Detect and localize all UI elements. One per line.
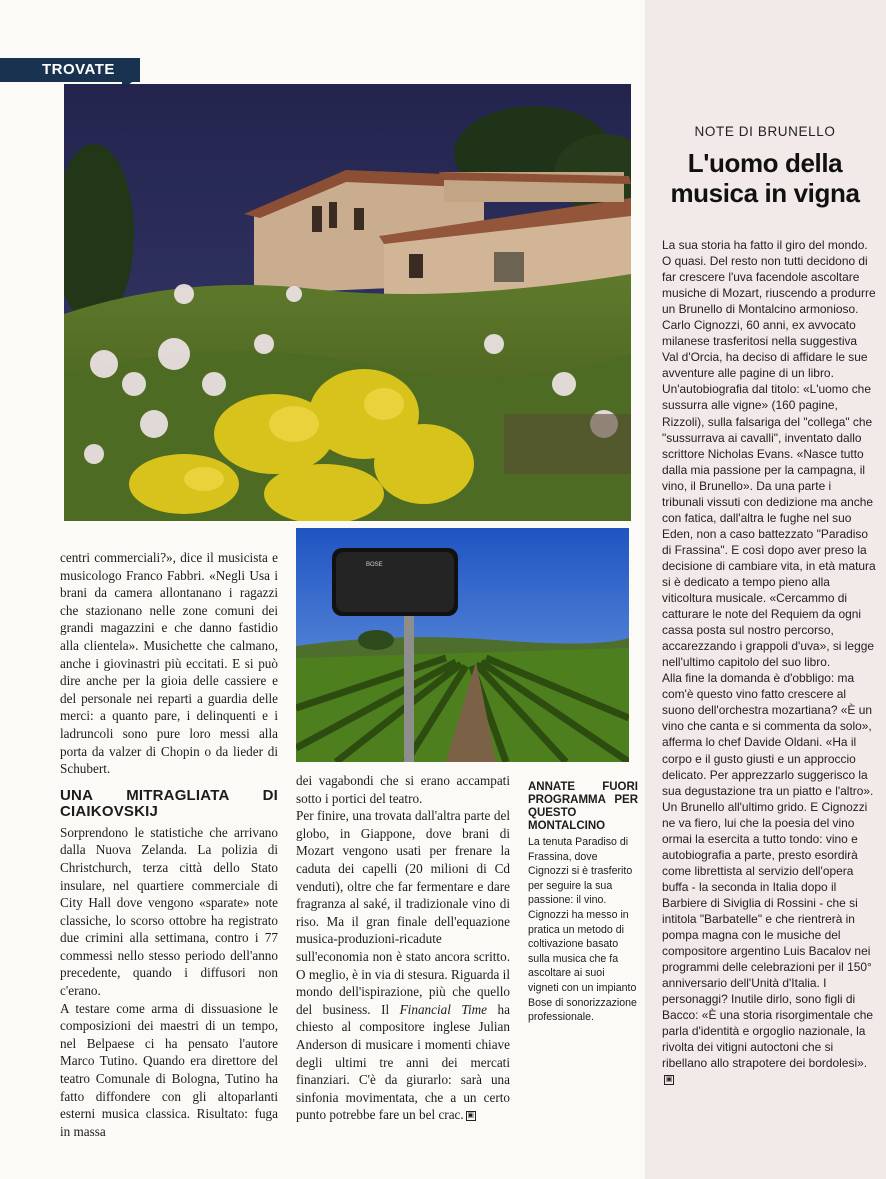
sidebar-text: Alla fine la domanda è d'obbligo: ma com'è questo vino fatto crescere al suono dell'orchestra mozartiana? «È un vino che canta e si commenta da solo», afferma lo chef Davide Oldani. «Ha il corpo e il gusto giusti e un approccio delicato. Per apprezzarlo suggerisco la sua degustazione tra un piatto e l'altro». Un Brunello all'ultimo grido. E Cignozzi ne va fiero, lui che la poesia del vino ormai la esercita a tutto tondo: vino e autobiografia a parte, presto esordirà come librettista al servizio dell'opera buffa - la seconda in Italia dopo il Barbiere di Siviglia di Rossini - che si intitola "Barbatelle" e che rientrerà in pompa magna con le musiche del compositore argentino Luis Bacalov nei programmi delle celebrazioni per il 150° anniversario dell'Unità d'Italia. I personaggi? Inutile dirlo, sono figli di Bacco: «È una storia risorgimentale che parla d'identità e orgoglio nazionale, la rivolta dei vitigni autoctoni che si ribellano allo strapotere dei bordolesi». — [662, 671, 874, 1071]
end-mark-icon: ▣ — [665, 1076, 673, 1084]
article-paragraph: Sorprendono le statistiche che arrivano dalla Nuova Zelanda. La polizia di Christchurch, terza città dello Stato insulare, nel quartiere commerciale di City Hall dove vengono «sparate» note classiche, lo scorso ottobre ha registrato due crimini alla settimana, contro i 77 commessi nello stesso periodo dell'anno precedente, quando i diffusori non c'erano. — [60, 824, 278, 999]
article-subhead: UNA MITRAGLIATA DI CIAIKOVSKIJ — [60, 786, 278, 820]
sidebar-body — [662, 237, 876, 1087]
article-paragraph: centri commerciali?», dice il musicista e musicologo Franco Fabbri. «Negli Usa i brani da camera allontanano i ragazzi che stazionano nelle zone comuni dei grandi magazzini e che danno fastidio alla clientela». Musichette che calmano, anche i giovinastri più eccitati. E si può dire anche per la gioia delle cassiere e del personale nei reparti a guardia delle merci: a quanto pare, i delinquenti e i ladruncoli sono pure loro messi alla porta da valzer di Chopin o da lieder di Schubert. — [60, 550, 278, 777]
article-text: ha chiesto al compositore inglese Julian Anderson di musicare i momenti chiave degli ultimi tre anni dei mercati finanziari. C'è da giurarlo: sarà una sinfonia movimentata, che a un certo punto potrebbe fare un bel crac. — [296, 1001, 510, 1123]
article-text: Per finire, una trovata dall'altra parte del globo, in Giappone, dove brani di Mozart vengono usati per frenare la caduta dei capelli (20 milioni di Cd venduti), oltre che far fermentare e dare fragranza al saké, il tradizionale vino di riso. Ma il gran finale dell'equazione musica-produzioni-ricadute sull'economia non è stato ancora scritto. O meglio, è in via di stesura. Riguarda il mondo dell'ispirazione, più che quello del business. Il — [296, 808, 510, 1017]
publication-name: Financial Time — [399, 1001, 488, 1017]
vineyard-speaker-photo — [296, 528, 629, 762]
photo-caption — [528, 781, 638, 1025]
article-paragraph: A testare come arma di dissuasione le composizioni dei maestri di un tempo, nel Belpaese ci ha pensato l'autore Marco Tutino. Quando era direttore del teatro Comunale di Bologna, Tutino ha fatto diffondere con gli altoparlanti esterni musica classica. Risultato: fuga in massa — [60, 1000, 278, 1139]
article-column-1 — [60, 549, 278, 1140]
end-mark-icon: ▣ — [467, 1112, 475, 1120]
farmhouse-photo — [64, 84, 631, 521]
sidebar-paragraph: La sua storia ha fatto il giro del mondo. O quasi. Del resto non tutti decidono di far crescere l'uva facendole ascoltare musiche di Mozart, riuscendo a produrre un Brunello di Montalcino armonioso. Carlo Cignozzi, 60 anni, ex avvocato milanese trasferitosi nella suggestiva Val d'Orcia, ha deciso di affidare le sue avventure alle pagine di un libro. Un'autobiografia dal titolo: «L'uomo che sussurra alle vigne» (160 pagine, Rizzoli), sulla falsariga del "collega" che "sussurrava ai cavalli", inventato dallo scrittore Nicholas Evans. «Nasce tutto dalla mia passione per la campagna, il vino, il Brunello». Da una parte i tribunali vissuti con dedizione ma anche con fatica, dall'altra le fughe nel suo Eden, non a caso battezzato "Paradiso di Frassina". E così dopo aver preso la decisione di cambiare vita, in età matura si è dedicato a tempo pieno alla viticoltura musicale. «Cercammo di catturare le note del Requiem da ogni cassa posta sul nostro percorso, accarezzando i grappoli d'uva», si legge nell'ultimo capitolo del suo libro. — [662, 238, 876, 670]
caption-title: ANNATE FUORI PROGRAMMA PER QUESTO MONTALCINO — [528, 781, 638, 832]
svg-text:BOSE: BOSE — [366, 562, 383, 568]
article-column-2 — [296, 772, 510, 1124]
article-paragraph — [296, 807, 510, 1124]
section-tag: TROVATE — [0, 58, 140, 82]
sidebar-paragraph — [662, 670, 876, 1087]
article-paragraph: dei vagabondi che si erano accampati sotto i portici del teatro. — [296, 773, 510, 806]
sidebar-title: L'uomo della musica in vigna — [670, 148, 860, 208]
caption-text: La tenuta Paradiso di Frassina, dove Cignozzi si è trasferito per seguire la sua passione: il vino. Cignozzi ha messo in pratica un metodo di coltivazione basato sulla musica che fa ascoltare ai suoi vigneti con un impianto Bose di sonorizzazione professionale. — [528, 836, 637, 1024]
sidebar-kicker: NOTE DI BRUNELLO — [694, 124, 836, 139]
